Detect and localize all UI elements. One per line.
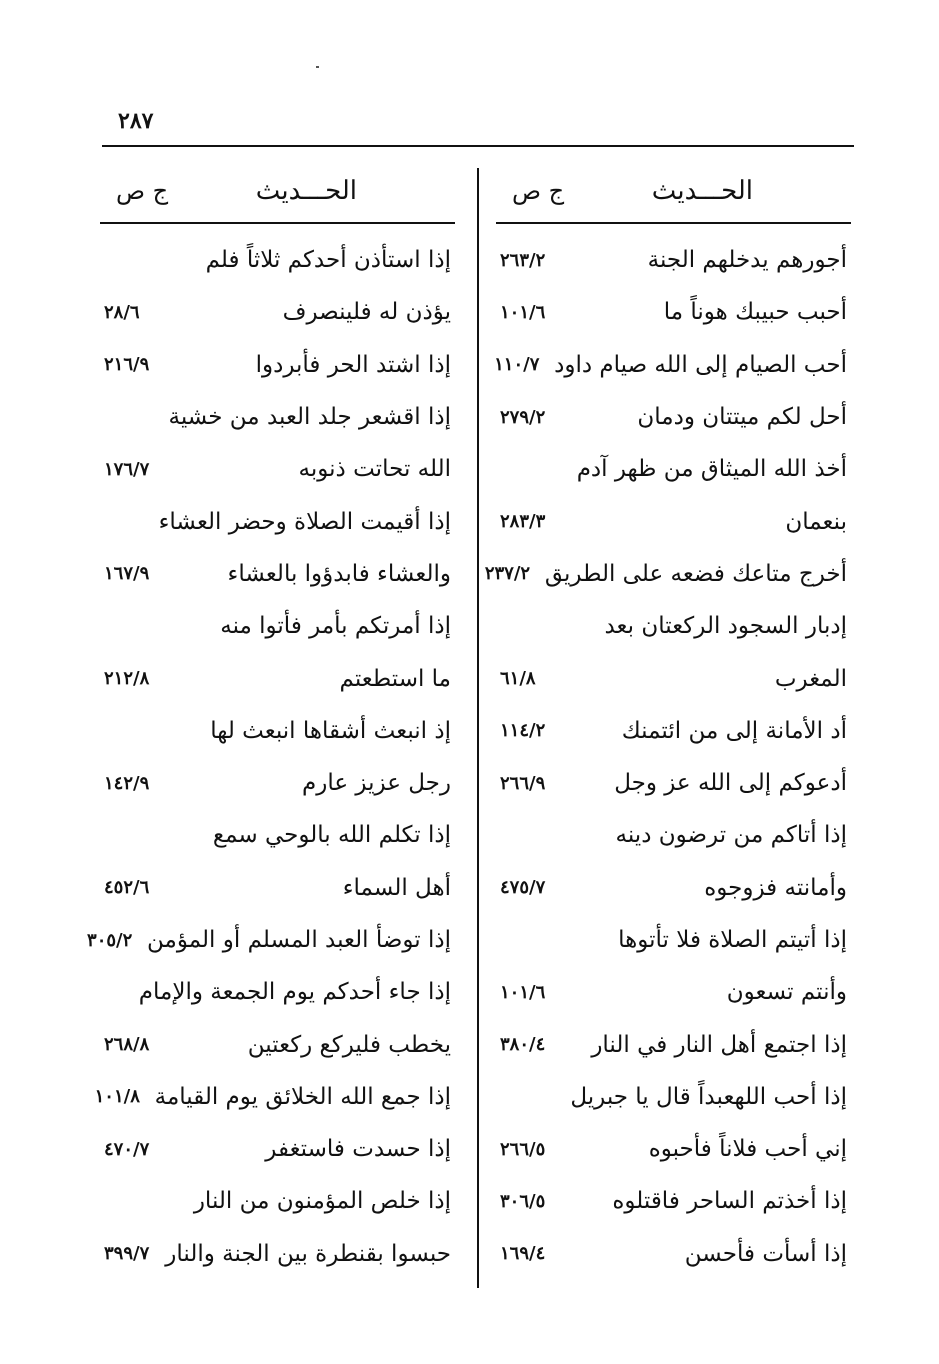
hadith-text: إذا توضأ العبد المسلم أو المؤمن [147,927,451,953]
hadith-text: بنعمان [785,508,847,535]
hadith-text: أهل السماء [342,874,451,901]
volume-page-ref: ٣٩٩/٧ [104,1243,150,1265]
hadith-text: إذا اشتد الحر فأبردوا [255,351,451,378]
index-entry [496,809,851,861]
volume-page-ref: ٣٨٠/٤ [500,1034,546,1056]
index-entry [496,600,851,652]
index-entry [100,1123,455,1175]
volume-page-ref: ٢١٦/٩ [104,354,150,376]
index-entry [100,1018,455,1070]
volume-page-ref: ٤٧٥/٧ [500,877,546,899]
hadith-text: يخطب فليركع ركعتين [247,1031,451,1058]
index-entry [496,339,851,391]
hadith-text: إذا أحب اللهعبداً قال يا جبريل [570,1083,847,1110]
volume-page-ref: ٢٣٧/٢ [484,563,531,585]
volume-page-ref: ٢٧٩/٢ [500,406,546,428]
hadith-text: أخذ الله الميثاق من ظهر آدم [576,456,847,483]
left-column-header [100,160,455,224]
hadith-text: إدبار السجود الركعتان بعد [604,613,847,640]
hadith-text: إذا حسدت فاستغفر [265,1136,451,1163]
volume-page-ref: ٢٦٣/٢ [500,249,546,271]
hadith-header: الحـــديث [255,176,357,206]
hadith-text: إذ انبعث أشقاها انبعث لها [210,717,451,744]
index-entry [100,234,455,286]
hadith-text: المغرب [774,665,847,692]
hadith-text: أحل لكم ميتتان ودمان [637,404,847,431]
hadith-text: الله تحاتت ذنوبه [298,456,451,483]
hadith-text: إذا استأذن أحدكم ثلاثاً فلم [205,247,451,274]
volume-page-ref: ١١٤/٢ [500,720,546,742]
hadith-text: والعشاء فابدؤوا بالعشاء [227,560,451,587]
hadith-text: أدعوكم إلى الله عز وجل [614,770,847,797]
page-number: ٢٨٧ [118,108,154,134]
index-entry [100,495,455,547]
volume-page-ref: ٢١٢/٨ [104,668,150,690]
volume-page-header: ج ص [116,177,169,205]
index-entry [496,1175,851,1227]
hadith-text: أد الأمانة إلى من ائتمنك [621,717,847,744]
index-entry [100,1228,455,1280]
hadith-text: أخرج متاعك فضعه على الطريق [544,560,847,587]
index-entry [100,862,455,914]
volume-page-ref: ١٧٦/٧ [104,458,150,480]
index-entry [100,548,455,600]
hadith-text: إذا اجتمع أهل النار في النار [591,1031,847,1058]
right-column-header [496,160,851,224]
volume-page-ref: ١٠١/٦ [500,301,546,323]
volume-page-ref: ٢٨٣/٣ [500,511,546,533]
index-entry [94,1071,455,1123]
index-entry [100,705,455,757]
volume-page-ref: ١٦٩/٤ [500,1243,546,1265]
hadith-text: رجل عزيز عارم [302,770,451,797]
index-entry [496,914,851,966]
volume-page-ref: ٢٦٦/٥ [500,1138,546,1160]
volume-page-ref: ٢٨/٦ [104,301,140,323]
index-entry [100,391,455,443]
volume-page-ref: ٤٧٠/٧ [104,1138,150,1160]
column-divider [477,168,479,1288]
index-entry [100,1175,455,1227]
right-entries [484,234,851,1280]
volume-page-ref: ٦١/٨ [500,668,536,690]
hadith-text: إذا أتيتم الصلاة فلا تأتوها [618,927,847,953]
index-entry [100,966,455,1018]
index-entry [496,862,851,914]
scan-speck [316,66,319,68]
volume-page-ref: ٢٦٦/٩ [500,772,546,794]
index-entry [100,652,455,704]
volume-page-ref: ٢٦٨/٨ [104,1034,150,1056]
hadith-text: أجورهم يدخلهم الجنة [647,247,847,274]
hadith-text: حبسوا بقنطرة بين الجنة والنار [165,1240,451,1267]
volume-page-ref: ٣٠٥/٢ [87,929,133,951]
index-entry [496,443,851,495]
index-entry [100,600,455,652]
index-entry [496,1123,851,1175]
hadith-text: إذا أخذتم الساحر فاقتلوه [612,1188,847,1215]
volume-page-ref: ١١٠/٧ [494,354,540,376]
index-entry [496,1018,851,1070]
hadith-text: إني أحب فلاناً فأحبوه [648,1136,847,1163]
hadith-text: وأنتم تسعون [726,979,847,1006]
volume-page-ref: ١٠١/٦ [500,981,546,1003]
hadith-text: يؤذن له فلينصرف [282,299,451,326]
hadith-text: أحبب حبيبك هوناً ما [663,299,847,326]
index-entry [100,339,455,391]
index-entry [100,443,455,495]
hadith-text: إذا جمع الله الخلائق يوم القيامة [154,1083,451,1110]
volume-page-ref: ٤٥٢/٦ [104,877,150,899]
volume-page-ref: ١٠١/٨ [94,1086,140,1108]
index-entry [496,652,851,704]
index-entry [100,809,455,861]
hadith-text: وأمانته فزوجوه [704,874,847,901]
index-entry [496,495,851,547]
hadith-text: إذا أقيمت الصلاة وحضر العشاء [158,508,451,535]
hadith-text: ما استطعتم [339,665,451,692]
hadith-text: إذا اقشعر جلد العبد من خشية [168,404,451,431]
hadith-text: إذا أمرتكم بأمر فأتوا منه [220,613,451,640]
index-entry [496,234,851,286]
index-entry [87,914,455,966]
index-entry [484,548,851,600]
hadith-text: أحب الصيام إلى الله صيام داود [554,351,847,378]
index-entry [100,286,455,338]
right-column [484,160,851,1280]
hadith-text: إذا خلص المؤمنون من النار [193,1188,451,1215]
left-entries [87,234,455,1280]
index-entry [100,757,455,809]
index-entry [496,1071,851,1123]
hadith-text: إذا جاء أحدكم يوم الجمعة والإمام [138,979,451,1006]
hadith-text: إذا أسأت فأحسن [684,1240,847,1267]
top-rule [102,145,854,147]
hadith-text: إذا تكلم الله بالوحي سمع [212,822,451,849]
index-entry [496,705,851,757]
index-entry [496,966,851,1018]
left-column [87,160,455,1280]
hadith-text: إذا أتاكم من ترضون دينه [615,822,847,849]
hadith-header: الحـــديث [651,176,753,206]
index-entry [496,1228,851,1280]
volume-page-ref: ١٤٢/٩ [104,772,150,794]
volume-page-ref: ١٦٧/٩ [104,563,150,585]
index-entry [496,391,851,443]
index-entry [496,286,851,338]
volume-page-header: ج ص [512,177,565,205]
index-entry [496,757,851,809]
volume-page-ref: ٣٠٦/٥ [500,1190,546,1212]
